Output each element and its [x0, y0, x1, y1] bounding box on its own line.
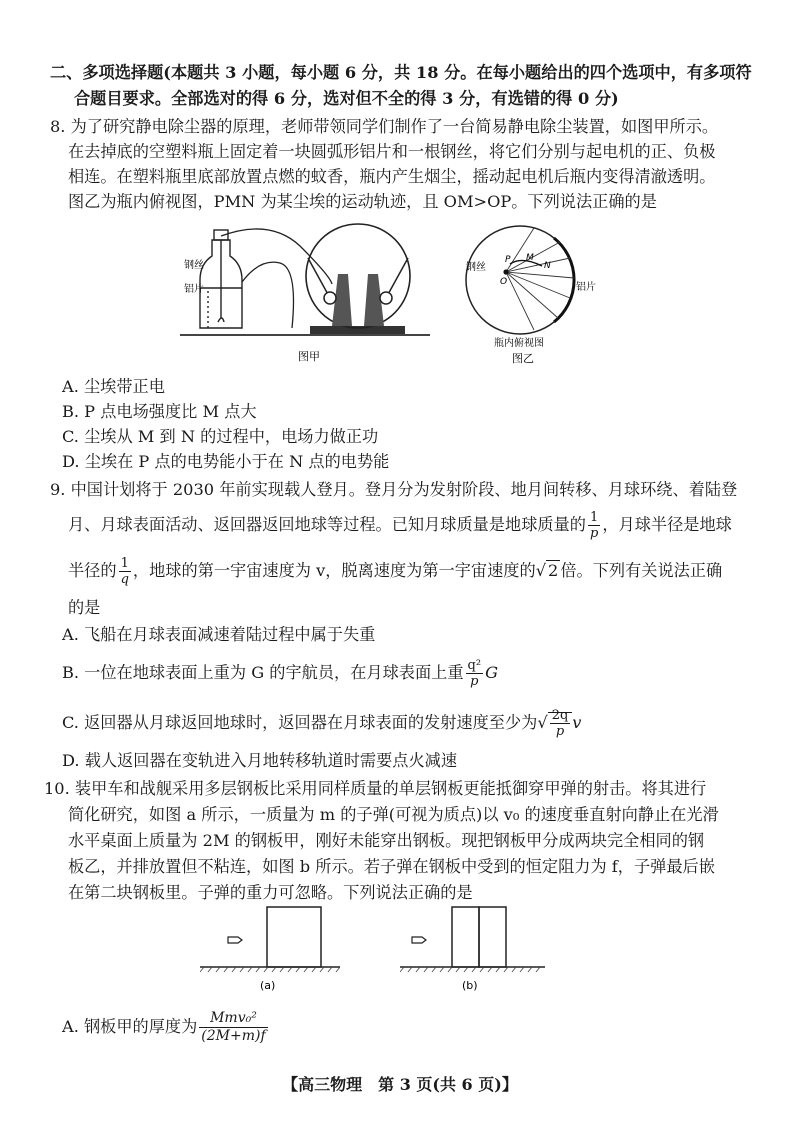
- sqrt-2: √ 2: [535, 561, 559, 580]
- q9-line2: [68, 510, 732, 541]
- q9-option-b-text: B. 一位在地球表面上重为 G 的宇航员，在月球表面上重: [62, 663, 464, 682]
- fig2-label-o: O: [500, 277, 508, 287]
- section-title-line1: 二、多项选择题(本题共 3 小题，每小题 6 分，共 18 分。在每小题给出的四个选项中，有多项符: [50, 63, 752, 82]
- page-footer: 【高三物理 第 3 页(共 6 页)】: [282, 1075, 518, 1094]
- figure-b: [400, 905, 545, 995]
- q8-line1: 8. 为了研究静电除尘器的原理，老师带领同学们制作了一台简易静电除尘装置，如图甲所示。: [50, 117, 719, 136]
- fig1-wire-label: 钢丝: [184, 260, 204, 271]
- q9-option-b: [62, 658, 498, 689]
- steel-plate-yi-2: [479, 907, 506, 967]
- q9-line2-text-b: ，月球半径是地球: [602, 515, 732, 534]
- q9-option-c-v: v: [572, 713, 582, 732]
- machine-wheel: [306, 224, 410, 328]
- q9-option-c-text: C. 返回器从月球返回地球时，返回器在月球表面的发射速度至少为: [62, 713, 538, 732]
- q9-option-b-g: G: [485, 663, 499, 682]
- figure-jia: [180, 218, 430, 368]
- figure-yi: [450, 222, 610, 368]
- fraction-1-over-p: $\frac{1}{p}$: [590, 510, 599, 541]
- fraction-1-over-q: $\frac{1}{q}$: [120, 556, 129, 587]
- q10-line5: 在第二块钢板里。子弹的重力可忽略。下列说法正确的是: [68, 883, 473, 902]
- q10-line3: 水平桌面上质量为 2M 的钢板甲，刚好未能穿出钢板。现把钢板甲分成两块完全相同的钢: [68, 831, 705, 850]
- fig2-label-p: P: [505, 255, 511, 265]
- figure-b-caption: (b): [462, 979, 478, 992]
- q8-option-a: A. 尘埃带正电: [62, 377, 165, 396]
- q9-option-c: [62, 708, 581, 739]
- figure-a-caption: (a): [260, 979, 276, 992]
- fig2-caption: 图乙: [512, 352, 534, 365]
- q10-line2: 简化研究，如图 a 所示，一质量为 m 的子弹(可视为质点)以 v₀ 的速度垂直射向静止在光滑: [68, 805, 719, 824]
- q9-option-d: D. 载人返回器在变轨进入月地转移轨道时需要点火减速: [62, 751, 458, 770]
- bullet-icon: [412, 937, 426, 943]
- fraction-q2-over-p: $\frac{\text{q²}}{p}$: [467, 658, 482, 689]
- section-title-line2: 合题目要求。全部选对的得 6 分，选对但不全的得 3 分，有选错的得 0 分): [74, 89, 619, 108]
- q9-line3-text-c: 倍。下列有关说法正确: [560, 561, 723, 580]
- steel-plate-yi-1: [452, 907, 479, 967]
- fig1-caption: 图甲: [298, 350, 320, 363]
- fig2-label-m: M: [526, 253, 534, 263]
- bottle-cap: [214, 230, 228, 240]
- fig2-label-n: N: [544, 261, 551, 271]
- q9-line3-text-b: ，地球的第一宇宙速度为 v，脱离速度为第一宇宙速度的: [132, 561, 536, 580]
- fig2-wire-label: 钢丝: [466, 262, 486, 273]
- fig2-foil-label: 铝片: [576, 282, 596, 293]
- q10-option-a-text: A. 钢板甲的厚度为: [62, 1017, 198, 1036]
- q10-line4: 板乙，并排放置但不粘连，如图 b 所示。若子弹在钢板中受到的恒定阻力为 f，子弹最后嵌: [68, 857, 715, 876]
- sqrt-2q-over-p: √ $\frac{2q}{p}$: [537, 708, 572, 739]
- thickness-fraction: $\frac{\text{Mmv₀²}}{(2M+m)f}$: [201, 1010, 266, 1044]
- q8-option-b: B. P 点电场强度比 M 点大: [62, 402, 257, 421]
- foil-arc: [554, 238, 574, 322]
- fig2-subcaption: 瓶内俯视图: [494, 338, 544, 349]
- q9-option-a: A. 飞船在月球表面减速着陆过程中属于失重: [62, 625, 376, 644]
- q9-line2-text-a: 月、月球表面活动、返回器返回地球等过程。已知月球质量是地球质量的: [68, 515, 586, 534]
- q8-line4: 图乙为瓶内俯视图，PMN 为某尘埃的运动轨迹，且 OM>OP。下列说法正确的是: [68, 192, 657, 211]
- q9-line3: [68, 556, 722, 587]
- steel-plate-jia: [267, 907, 321, 967]
- q8-option-d: D. 尘埃在 P 点的电势能小于在 N 点的电势能: [62, 452, 390, 471]
- figure-a: [200, 905, 340, 995]
- q8-line2: 在去掉底的空塑料瓶上固定着一块圆弧形铝片和一根钢丝，将它们分别与起电机的正、负极: [68, 142, 716, 161]
- fig1-foil-label: 铝片: [184, 284, 204, 295]
- q8-line3: 相连。在塑料瓶里底部放置点燃的蚊香，瓶内产生烟尘，摇动起电机后瓶内变得清澈透明。: [68, 167, 716, 186]
- q8-option-c: C. 尘埃从 M 到 N 的过程中，电场力做正功: [62, 427, 379, 446]
- q9-line4: 的是: [68, 598, 101, 617]
- bullet-icon: [228, 937, 242, 943]
- q9-line3-text-a: 半径的: [68, 561, 117, 580]
- q10-option-a: [62, 1010, 270, 1045]
- q9-line1: 9. 中国计划将于 2030 年前实现载人登月。登月分为发射阶段、地月间转移、月球环绕、着陆登: [50, 480, 738, 499]
- q10-line1: 10. 装甲车和战舰采用多层钢板比采用同样质量的单层钢板更能抵御穿甲弹的射击。将其进行: [44, 779, 707, 798]
